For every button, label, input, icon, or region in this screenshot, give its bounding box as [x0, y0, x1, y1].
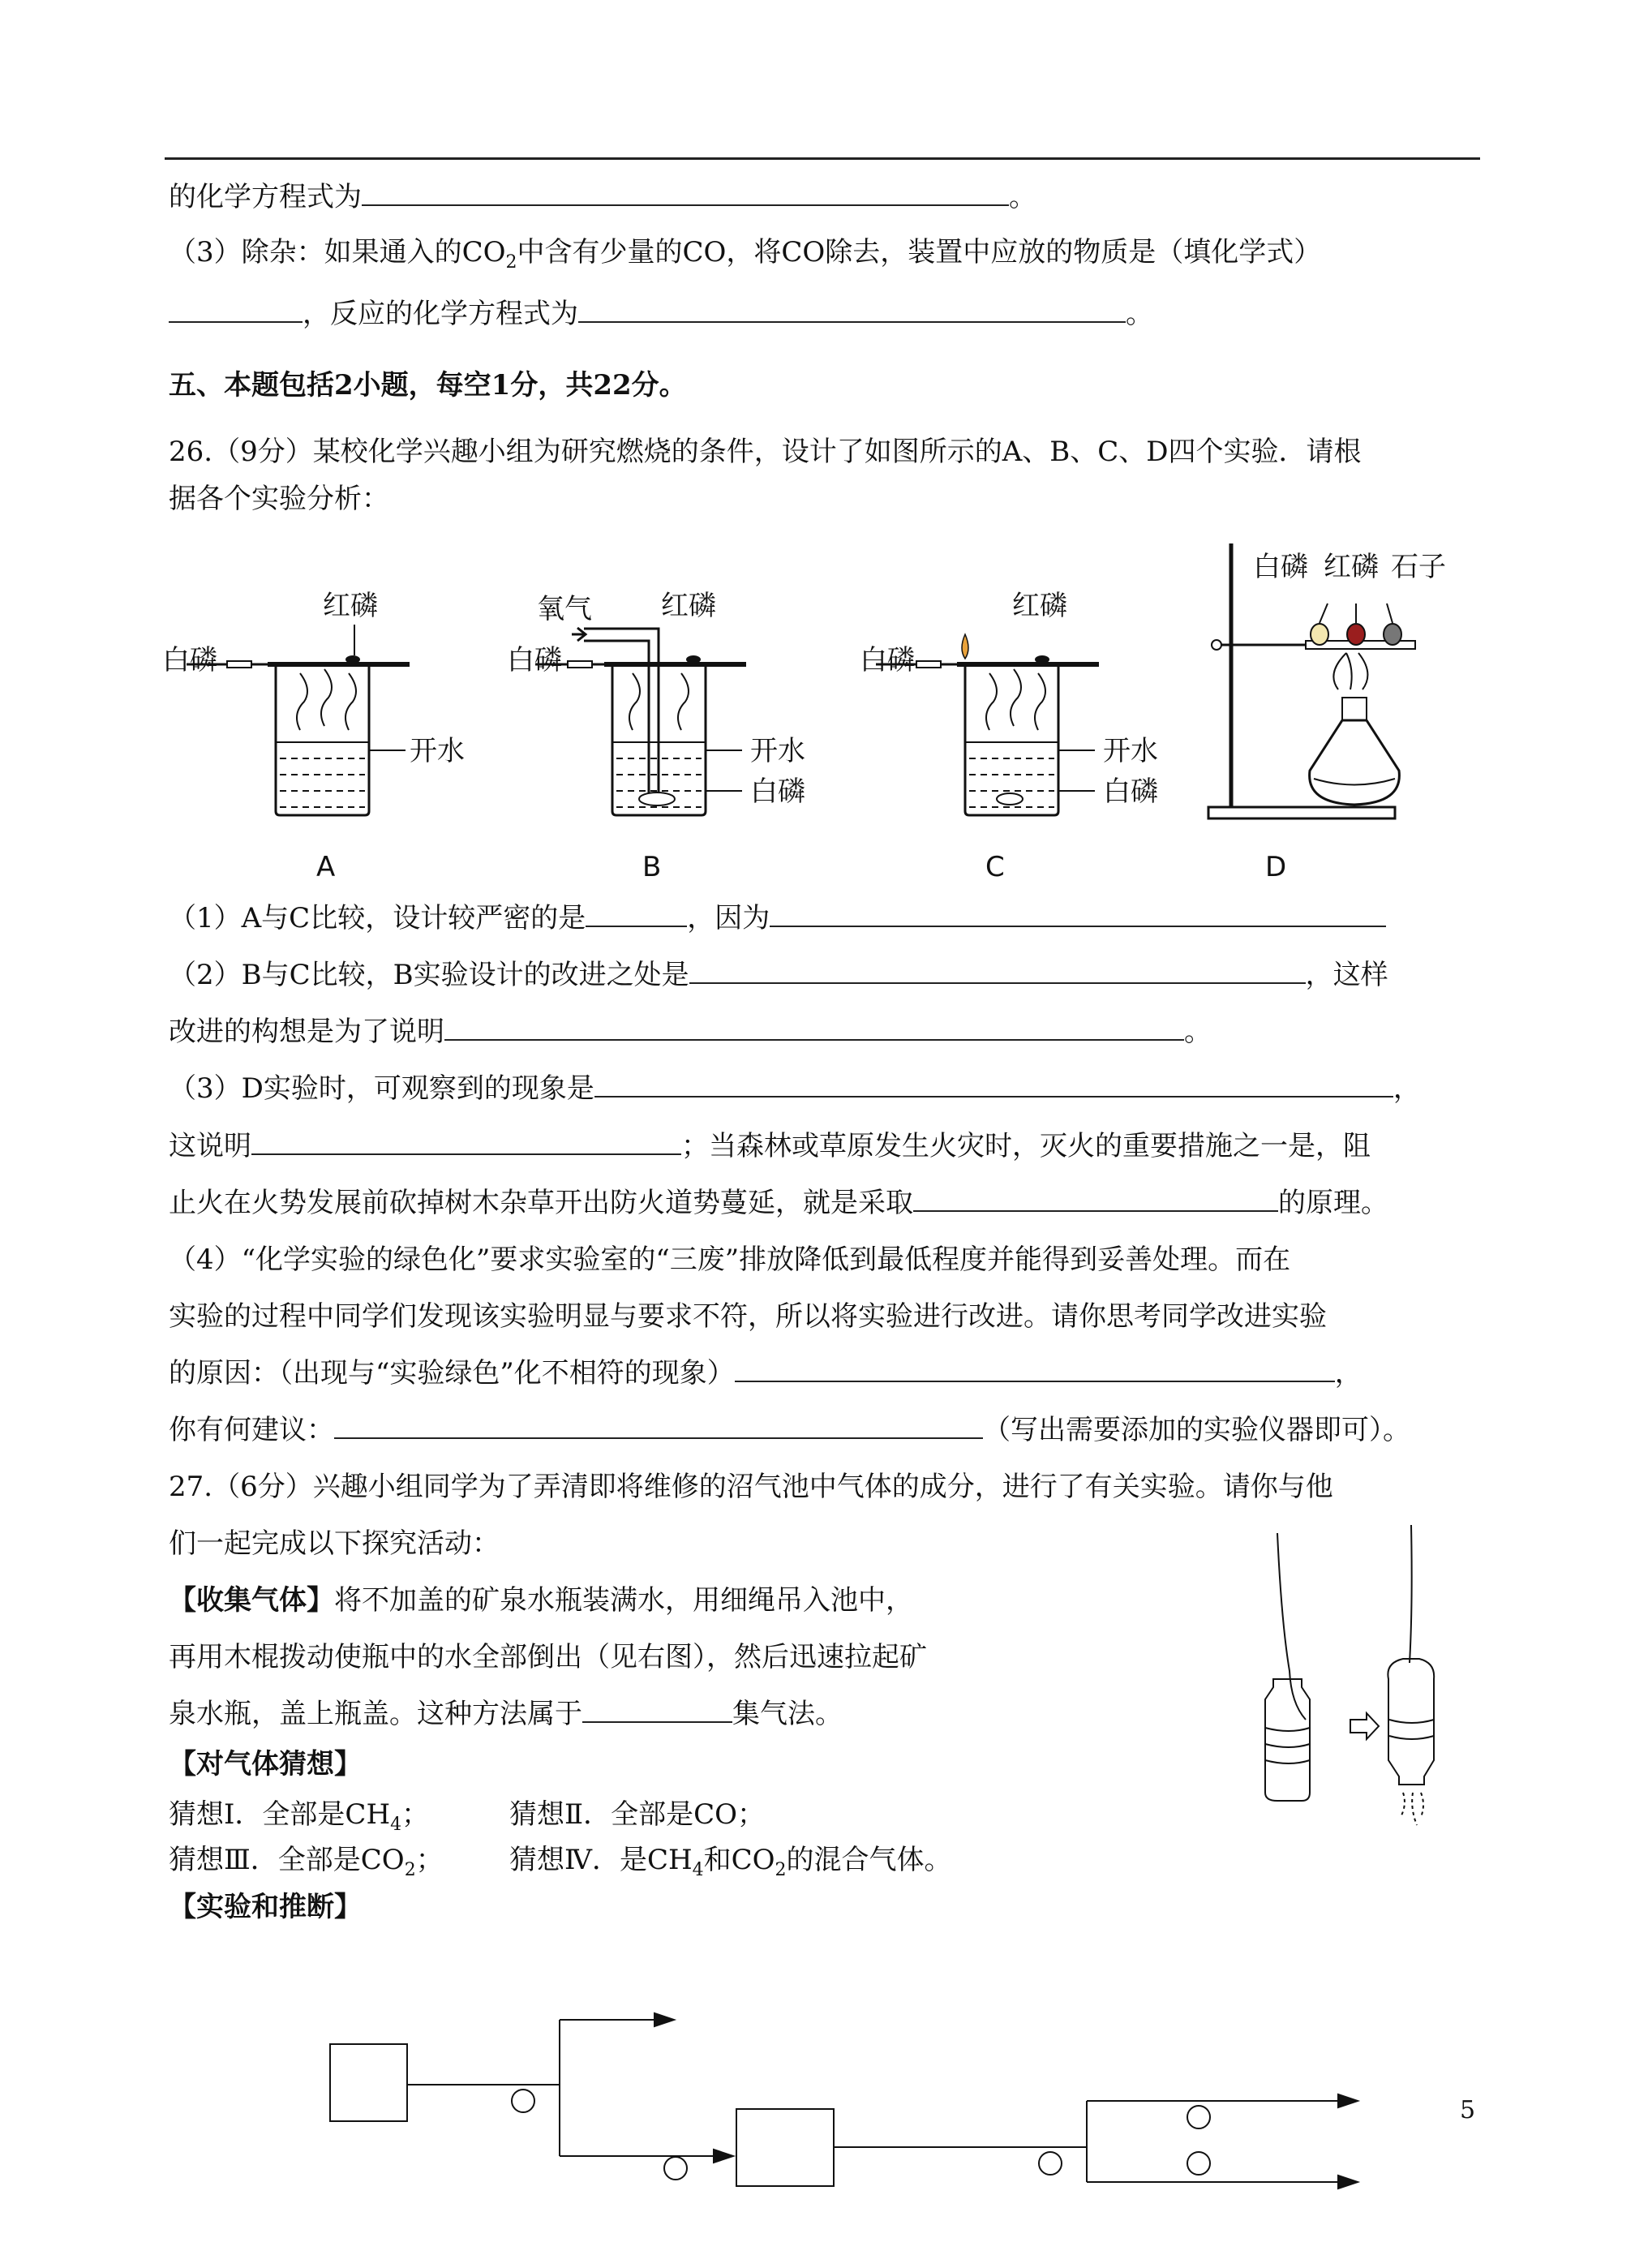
- guess-line-4: [509, 1840, 952, 1891]
- label-red-phosphorus: 红磷: [1324, 551, 1379, 583]
- text: 。: [1126, 298, 1153, 330]
- text: 你有何建议：: [169, 1414, 334, 1446]
- text: 将不加盖的矿泉水瓶装满水，用细绳吊入池中，: [334, 1584, 913, 1617]
- text: 改进的构想是为了说明: [169, 1016, 444, 1048]
- caption-c: C: [985, 851, 1005, 883]
- q26-2b: [169, 1012, 1212, 1052]
- apparatus-b: [507, 590, 805, 883]
- text: ；当森林或草原发生火灾时，灭火的重要措施之一是，阻: [681, 1130, 1371, 1162]
- text-line-3: [169, 294, 1153, 334]
- text: 这说明: [169, 1130, 251, 1162]
- text: 的原因：（出现与“实验绿色”化不相符的现象）: [169, 1357, 735, 1390]
- q26-4b: 实验的过程中同学们发现该实验明显与要求不符，所以将实验进行改进。请你思考同学改进实验: [169, 1300, 1327, 1333]
- apparatus-d: [1208, 543, 1446, 883]
- label-white-phosphorus: 白磷: [860, 644, 915, 677]
- label-oxygen: 氧气: [537, 593, 592, 625]
- subscript: 4: [692, 1859, 704, 1880]
- answer-blank[interactable]: [169, 294, 303, 323]
- text: 中含有少量的CO，将CO除去，装置中应放的物质是（填化学式）: [517, 236, 1322, 268]
- q26-3c: [169, 1183, 1388, 1223]
- flow-circle: [664, 2157, 687, 2180]
- label-white-phosphorus: 白磷: [1253, 551, 1308, 583]
- combustion-experiment-figure: [162, 527, 1476, 892]
- q26-3: [169, 1068, 1421, 1109]
- apparatus-c: [860, 590, 1158, 883]
- text: ，反应的化学方程式为: [303, 298, 578, 330]
- text: （3）D实验时，可观察到的现象是: [169, 1072, 594, 1105]
- question-26-line-2: 据各个实验分析：: [169, 483, 389, 515]
- label-red-phosphorus: 红磷: [1012, 590, 1067, 622]
- guess-line-3: [169, 1840, 444, 1891]
- guess-line-1: [169, 1794, 429, 1845]
- flow-circle: [1187, 2106, 1210, 2128]
- label-red-phosphorus: 红磷: [661, 590, 716, 622]
- q26-2: [169, 955, 1388, 995]
- text: ，这样: [1305, 959, 1388, 991]
- answer-blank[interactable]: [586, 898, 687, 927]
- answer-blank[interactable]: [444, 1012, 1184, 1041]
- q26-3b: [169, 1126, 1371, 1166]
- label-boiling-water: 开水: [750, 735, 805, 767]
- label-white-phosphorus: 白磷: [507, 644, 562, 677]
- text: 和CO: [703, 1844, 775, 1876]
- text: 集气法。: [732, 1698, 843, 1730]
- flow-circle: [1039, 2152, 1062, 2175]
- guess-line-2: 猜想Ⅱ．全部是CO；: [509, 1798, 765, 1831]
- label-boiling-water: 开水: [1103, 735, 1158, 767]
- text: 【收集气体】: [169, 1584, 334, 1617]
- text: （3）除杂：如果通入的CO: [169, 236, 506, 268]
- text: 泉水瓶，盖上瓶盖。这种方法属于: [169, 1698, 582, 1730]
- experiment-flow-diagram: [320, 1995, 1375, 2190]
- text: ；: [415, 1844, 444, 1876]
- text: 猜想Ⅰ．全部是CH: [169, 1798, 391, 1831]
- answer-blank[interactable]: [735, 1353, 1335, 1382]
- experiment-heading: 【实验和推断】: [169, 1891, 362, 1923]
- text-line-2: [169, 232, 1321, 283]
- label-boiling-water: 开水: [410, 735, 465, 767]
- label-white-phosphorus: 白磷: [162, 644, 217, 677]
- text: ，: [1334, 1357, 1362, 1390]
- text: 猜想Ⅳ．是CH: [509, 1844, 693, 1876]
- text: ，因为: [687, 902, 770, 934]
- text: （写出需要添加的实验仪器即可）。: [983, 1414, 1410, 1446]
- answer-blank[interactable]: [334, 1410, 983, 1439]
- header-rule: [165, 157, 1480, 160]
- apparatus-a: [162, 590, 465, 883]
- text-line-1: [169, 177, 1036, 217]
- text: 。: [1009, 181, 1036, 213]
- label-red-phosphorus: 红磷: [323, 590, 378, 622]
- text: 的混合气体。: [786, 1844, 952, 1876]
- label-white-phosphorus: 白磷: [750, 775, 805, 808]
- collect-line-3: [169, 1694, 843, 1734]
- flow-circle: [1187, 2152, 1210, 2175]
- answer-blank[interactable]: [913, 1183, 1278, 1212]
- flow-box-2: [736, 2109, 834, 2186]
- caption-a: A: [316, 851, 336, 883]
- answer-blank[interactable]: [578, 294, 1126, 323]
- text: ，: [1393, 1072, 1421, 1105]
- flow-circle: [512, 2090, 534, 2112]
- collect-line-2: 再用木棍拨动使瓶中的水全部倒出（见右图），然后迅速拉起矿: [169, 1641, 927, 1673]
- q26-1: [169, 898, 1386, 939]
- section-heading: 五、本题包括2小题，每空1分，共22分。: [169, 369, 687, 402]
- answer-blank[interactable]: [362, 177, 1009, 206]
- q26-4c: [169, 1353, 1362, 1394]
- answer-blank[interactable]: [770, 898, 1386, 927]
- q26-4: （4）“化学实验的绿色化”要求实验室的“三废”排放降低到最低程度并能得到妥善处理。而在: [169, 1244, 1291, 1276]
- bottle-collection-figure: [1241, 1525, 1435, 1849]
- subscript: 2: [505, 251, 517, 273]
- answer-blank[interactable]: [582, 1694, 732, 1723]
- flow-box-1: [330, 2044, 407, 2121]
- caption-d: D: [1265, 851, 1287, 883]
- answer-blank[interactable]: [251, 1126, 681, 1155]
- page-number: 5: [1460, 2096, 1476, 2124]
- subscript: 4: [390, 1814, 402, 1835]
- text: 止火在火势发展前砍掉树木杂草开出防火道势蔓延，就是采取: [169, 1187, 913, 1219]
- subscript: 2: [775, 1859, 787, 1880]
- text: （2）B与C比较，B实验设计的改进之处是: [169, 959, 689, 991]
- label-stone: 石子: [1391, 551, 1446, 583]
- question-27-line-2: 们一起完成以下探究活动：: [169, 1527, 500, 1560]
- caption-b: B: [642, 851, 662, 883]
- question-26-line-1: 26.（9分）某校化学兴趣小组为研究燃烧的条件，设计了如图所示的A、B、C、D四个实验．请根: [169, 436, 1362, 468]
- text: 猜想Ⅲ．全部是CO: [169, 1844, 405, 1876]
- answer-blank[interactable]: [594, 1068, 1393, 1097]
- text: 的化学方程式为: [169, 181, 362, 213]
- text: ；: [401, 1798, 430, 1831]
- question-27-line-1: 27.（6分）兴趣小组同学为了弄清即将维修的沼气池中气体的成分，进行了有关实验。请你与他: [169, 1471, 1333, 1503]
- collect-line-1: [169, 1580, 913, 1621]
- text: （1）A与C比较，设计较严密的是: [169, 902, 586, 934]
- guess-heading: 【对气体猜想】: [169, 1748, 362, 1780]
- text: 的原理。: [1278, 1187, 1388, 1219]
- answer-blank[interactable]: [689, 955, 1306, 984]
- label-white-phosphorus: 白磷: [1103, 775, 1158, 808]
- subscript: 2: [404, 1859, 416, 1880]
- text: 。: [1184, 1016, 1212, 1048]
- q26-4d: [169, 1410, 1410, 1450]
